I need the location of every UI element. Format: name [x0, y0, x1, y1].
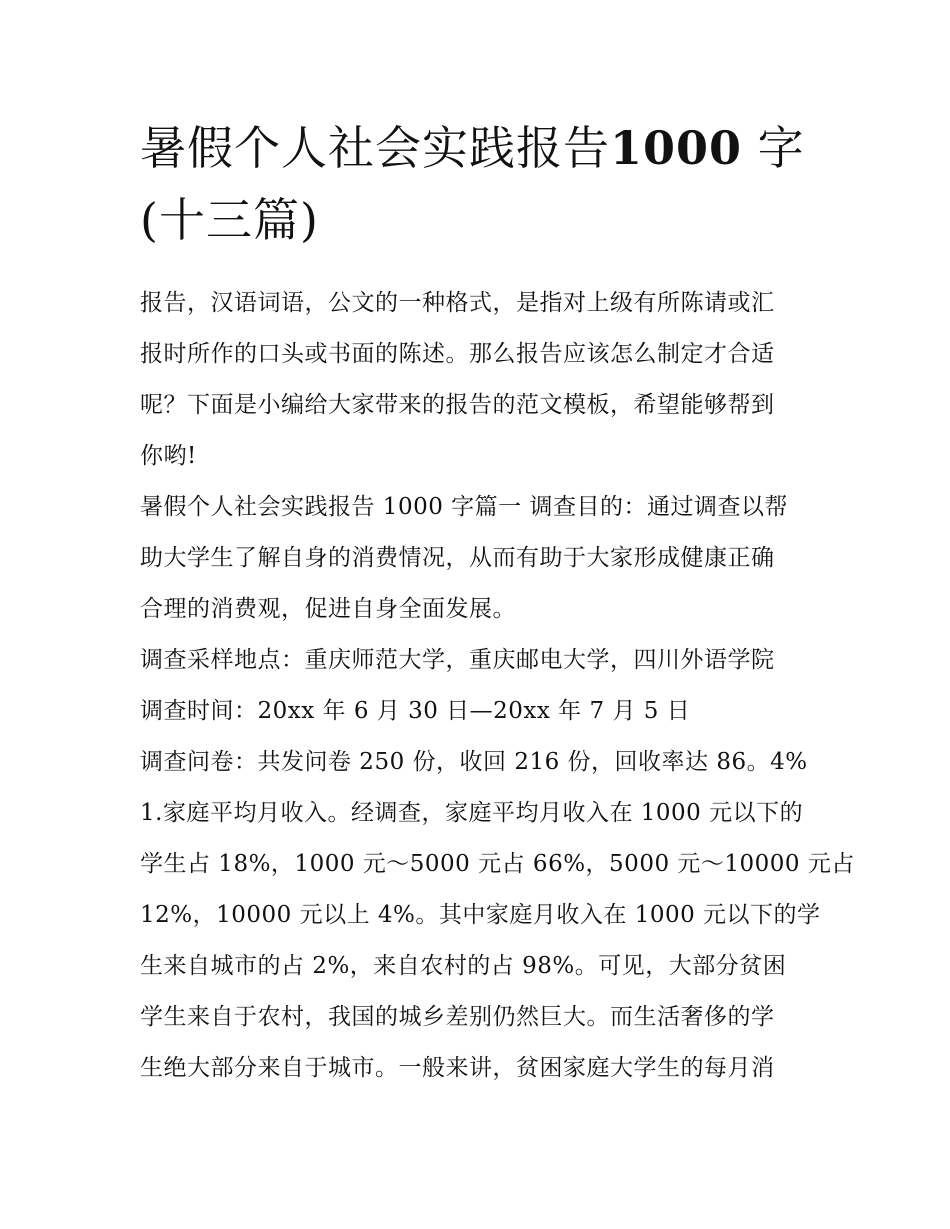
text-line: 报时所作的口头或书面的陈述。那么报告应该怎么制定才合适	[140, 341, 775, 367]
text-line: 生绝大部分来自于城市。一般来讲，贫困家庭大学生的每月消	[140, 1055, 775, 1081]
text-line: 调查时间：20xx 年 6 月 30 日—20xx 年 7 月 5 日	[140, 698, 691, 724]
text-line: 生来自城市的占 2%，来自农村的占 98%。可见，大部分贫困	[140, 953, 787, 979]
text-line: 学生来自于农村，我国的城乡差别仍然巨大。而生活奢侈的学	[140, 1004, 775, 1030]
document-title	[140, 112, 820, 256]
text-line: 暑假个人社会实践报告 1000 字篇一 调查目的：通过调查以帮	[140, 494, 788, 520]
text-line: 12%，10000 元以上 4%。其中家庭月收入在 1000 元以下的学	[140, 902, 821, 928]
text-line: 呢？下面是小编给大家带来的报告的范文模板，希望能够帮到	[140, 392, 775, 418]
text-line: 调查问卷：共发问卷 250 份，收回 216 份，回收率达 86。4%	[140, 749, 808, 775]
title-line-2: (十三篇)	[140, 193, 319, 247]
text-line: 调查采样地点：重庆师范大学，重庆邮电大学，四川外语学院	[140, 647, 775, 673]
title-line-1: 暑假个人社会实践报告1000 字	[140, 121, 805, 175]
text-line: 助大学生了解自身的消费情况，从而有助于大家形成健康正确	[140, 545, 775, 571]
text-line: 你哟!	[140, 443, 197, 469]
text-line: 1.家庭平均月收入。经调查，家庭平均月收入在 1000 元以下的	[140, 800, 804, 826]
text-line: 报告，汉语词语，公文的一种格式，是指对上级有所陈请或汇	[140, 290, 775, 316]
body-text	[140, 278, 855, 1094]
document-content	[140, 112, 855, 1094]
text-line: 学生占 18%，1000 元～5000 元占 66%，5000 元～10000 元占	[140, 851, 855, 877]
text-line: 合理的消费观，促进自身全面发展。	[140, 596, 516, 622]
